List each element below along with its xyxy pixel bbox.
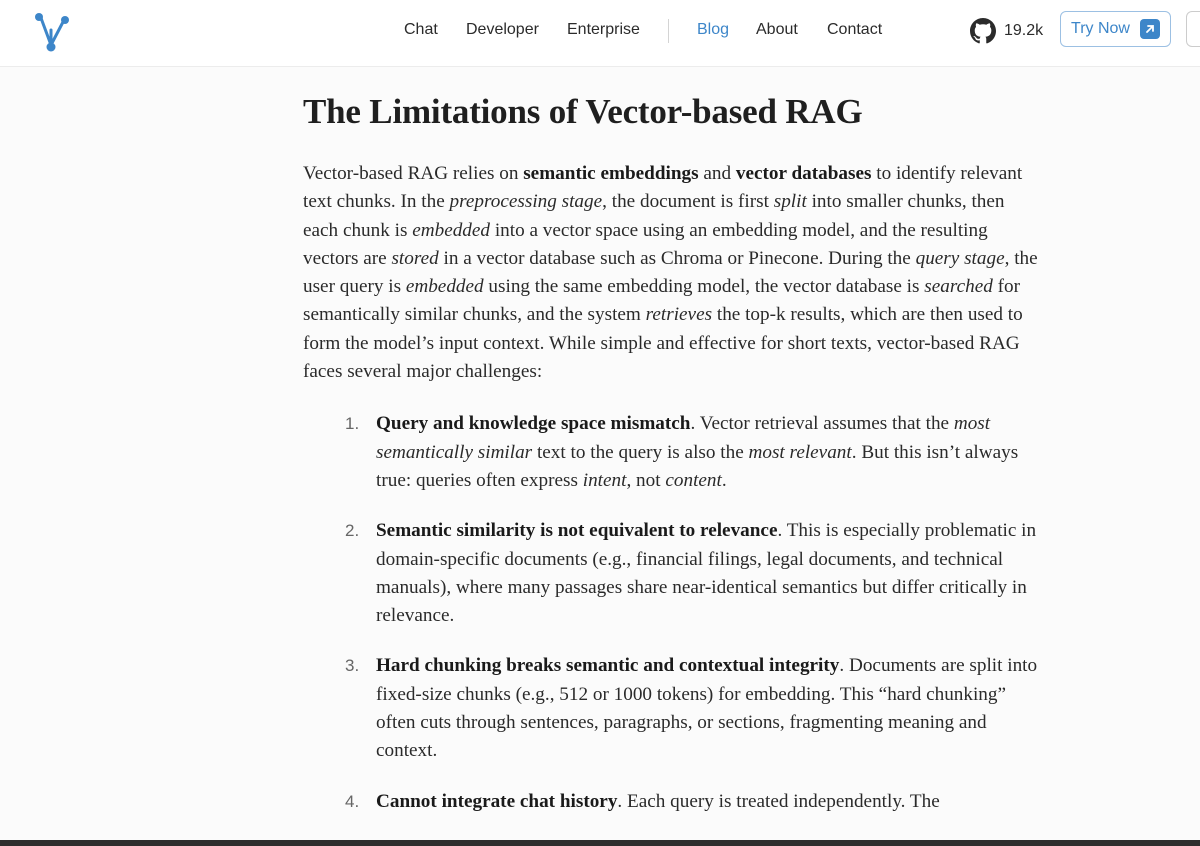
list-number: 3. — [345, 656, 360, 676]
nav-chat[interactable]: Chat — [404, 21, 438, 38]
text-run: in a vector database such as Chroma or Pinecone. During the — [438, 247, 916, 269]
text-run: into smaller chunks, then each chunk is — [303, 191, 1005, 241]
text-run: using the same embedding model, the vector database is — [483, 276, 925, 298]
text-run: , not — [626, 469, 666, 491]
list-number: 1. — [345, 414, 360, 434]
list-item — [303, 788, 1043, 816]
list-number: 4. — [345, 791, 360, 811]
text-run: to identify relevant text chunks. In the — [303, 163, 1023, 213]
github-star-count: 19.2k — [1004, 22, 1044, 39]
nav-divider — [668, 19, 669, 43]
top-navigation-bar — [0, 0, 1200, 67]
text-run: . Each query is treated independently. The — [617, 790, 940, 812]
italic-text: stored — [391, 247, 439, 269]
text-run: , the user query is — [303, 247, 1038, 298]
text-run: . — [721, 469, 727, 491]
text-run: for semantically similar chunks, and the system — [303, 276, 1021, 326]
italic-text: searched — [924, 276, 993, 298]
text-run: and — [698, 163, 736, 184]
italic-text: intent — [582, 469, 627, 491]
text-run: into a vector space using an embedding model, and the resulting vectors are — [303, 219, 988, 269]
arrow-up-right-icon — [1140, 19, 1160, 39]
italic-text: embedded — [405, 276, 484, 298]
nav-contact[interactable]: Contact — [827, 21, 883, 38]
github-link[interactable] — [970, 18, 1043, 44]
bold-text: Hard chunking breaks semantic and contextual integrity — [376, 655, 840, 677]
bold-text: semantic embeddings — [523, 163, 699, 184]
italic-text: most relevant — [748, 441, 852, 463]
list-item-text — [376, 791, 940, 812]
bold-text: Query and knowledge space mismatch — [376, 413, 691, 435]
nav-about[interactable]: About — [756, 21, 798, 38]
bold-text: Cannot integrate chat history — [376, 790, 618, 812]
italic-text: preprocessing stage — [449, 191, 603, 213]
text-run: . Vector retrieval assumes that the — [690, 413, 954, 435]
bold-text: Semantic similarity is not equivalent to relevance — [376, 520, 778, 542]
nav-blog[interactable]: Blog — [697, 21, 730, 38]
list-item-text — [376, 520, 1036, 626]
try-now-label: Try Now — [1071, 20, 1130, 37]
list-item — [303, 410, 1043, 495]
italic-text: query stage — [915, 247, 1005, 269]
text-run: . But this isn’t always true: queries often express — [376, 441, 1019, 491]
list-number: 2. — [345, 521, 360, 541]
italic-text: content — [665, 469, 722, 491]
bold-text: vector databases — [735, 163, 872, 184]
nav-enterprise[interactable]: Enterprise — [567, 21, 640, 38]
text-run: text to the query is also the — [532, 441, 749, 463]
italic-text: most semantically similar — [376, 413, 991, 463]
nav-developer[interactable]: Developer — [466, 21, 539, 38]
text-run: . Documents are split into fixed-size chunks (e.g., 512 or 1000 tokens) for embedding. This “hard chunking” often cuts through sentences, paragraphs, or sections, fragmenting meaning and context. — [376, 655, 1038, 762]
italic-text: embedded — [412, 219, 491, 241]
github-icon — [970, 18, 996, 44]
intro-paragraph — [303, 160, 1043, 386]
text-run: the top-k results, which are then used to form the model’s input context. While simple and effective for short texts, vector-based RAG faces several major challenges: — [303, 304, 1023, 383]
list-item-text — [376, 655, 1037, 761]
window-bottom-edge — [0, 840, 1200, 846]
text-run: Vector-based RAG relies on — [303, 163, 524, 184]
list-item — [303, 652, 1043, 765]
cut-off-header-button[interactable] — [1186, 11, 1200, 47]
text-run: , the document is first — [602, 191, 774, 213]
text-run: . This is especially problematic in domain-specific documents (e.g., financial filings, legal documents, and technical manuals), where many passages share near-identical semantics but differ critically in relevance. — [376, 520, 1037, 627]
list-item-text — [376, 413, 1018, 491]
challenges-list — [303, 410, 1043, 816]
blog-article — [303, 86, 1043, 838]
try-now-button[interactable] — [1060, 11, 1171, 47]
italic-text: split — [773, 191, 807, 213]
section-heading: The Limitations of Vector-based RAG — [303, 92, 863, 131]
italic-text: retrieves — [645, 304, 713, 326]
list-item — [303, 517, 1043, 630]
